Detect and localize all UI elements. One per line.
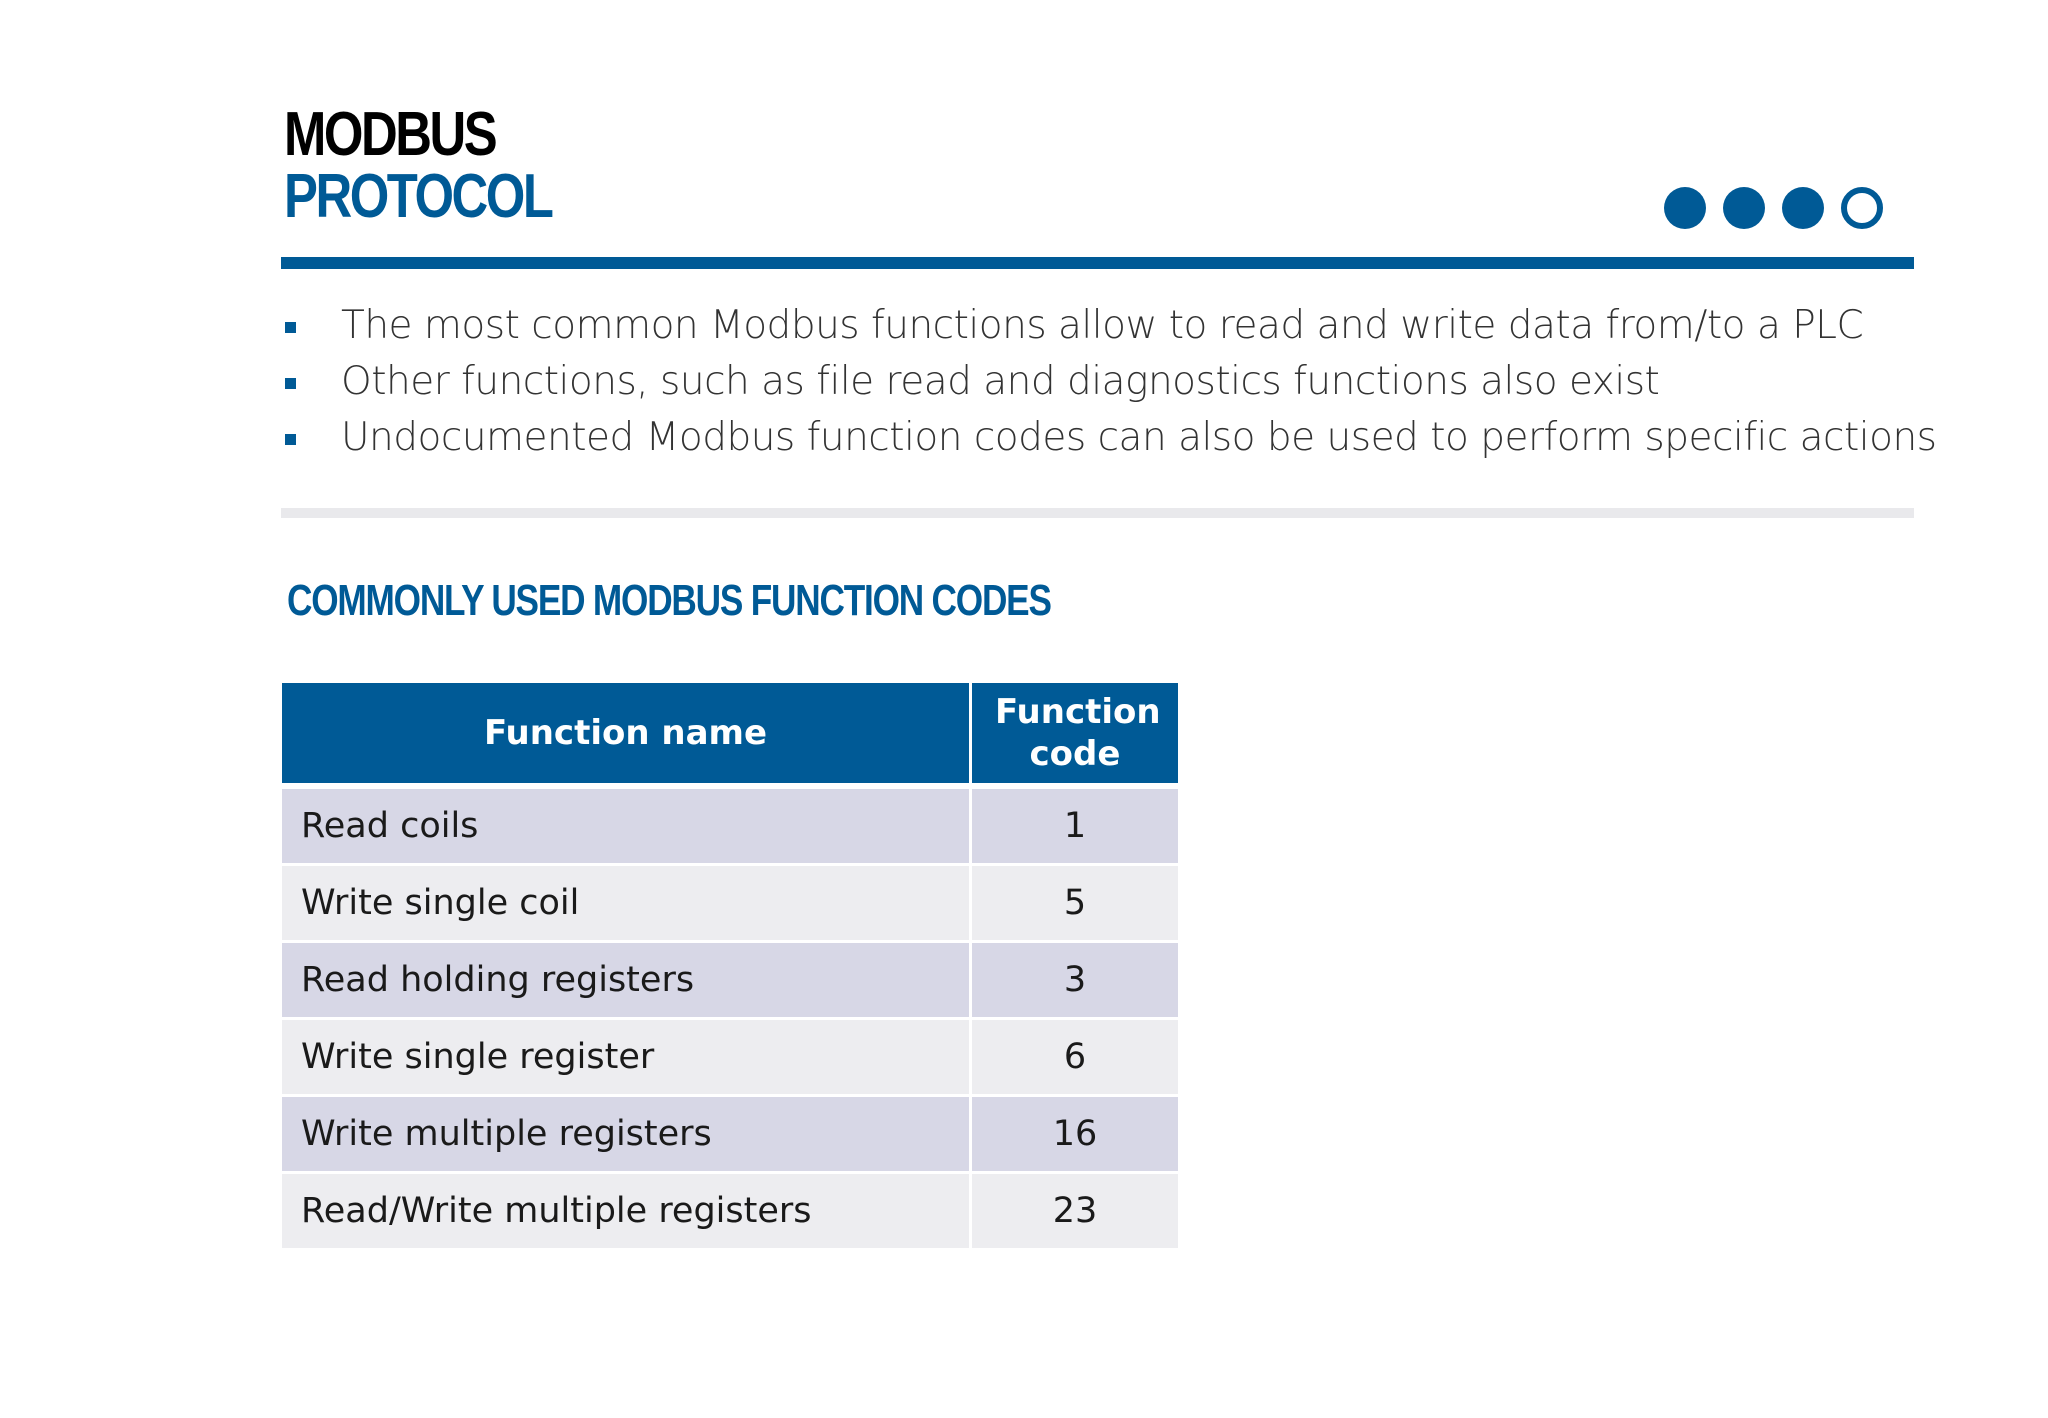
progress-dot-filled xyxy=(1782,187,1824,229)
bullet-item xyxy=(284,354,1937,410)
title-divider xyxy=(281,257,1914,269)
function-code-cell: 16 xyxy=(971,1096,1179,1173)
progress-dot-empty xyxy=(1841,187,1883,229)
header-function-code-text: Function code xyxy=(995,692,1161,774)
bullet-text: Other functions, such as file read and diagnostics functions also exist xyxy=(341,359,1660,404)
function-code-cell: 1 xyxy=(971,786,1179,865)
function-name-cell: Read holding registers xyxy=(282,942,971,1019)
table-row xyxy=(282,786,1178,865)
title-line-2: PROTOCOL xyxy=(284,162,552,231)
slide-title xyxy=(284,100,552,231)
title-line-1: MODBUS xyxy=(284,100,496,169)
function-code-cell: 5 xyxy=(971,865,1179,942)
bullet-item xyxy=(284,298,1937,354)
progress-dot-filled xyxy=(1723,187,1765,229)
function-code-cell: 23 xyxy=(971,1173,1179,1250)
progress-dot-filled xyxy=(1664,187,1706,229)
table-row xyxy=(282,1019,1178,1096)
function-name-cell: Write single coil xyxy=(282,865,971,942)
table-row xyxy=(282,1173,1178,1250)
bullet-text: Undocumented Modbus function codes can also be used to perform specific actions xyxy=(341,415,1937,460)
bullet-text: The most common Modbus functions allow to read and write data from/to a PLC xyxy=(341,303,1864,348)
table-row xyxy=(282,1096,1178,1173)
function-code-cell: 3 xyxy=(971,942,1179,1019)
progress-dots xyxy=(1664,187,1883,229)
function-name-cell: Write multiple registers xyxy=(282,1096,971,1173)
function-codes-table xyxy=(282,683,1178,1251)
function-name-cell: Read/Write multiple registers xyxy=(282,1173,971,1250)
header-function-name: Function name xyxy=(282,683,971,786)
header-function-code xyxy=(971,683,1179,786)
table-row xyxy=(282,942,1178,1019)
square-bullet-icon xyxy=(285,378,296,389)
section-divider xyxy=(281,508,1914,518)
table-header-row xyxy=(282,683,1178,786)
function-name-cell: Read coils xyxy=(282,786,971,865)
function-name-cell: Write single register xyxy=(282,1019,971,1096)
square-bullet-icon xyxy=(285,322,296,333)
bullet-list xyxy=(284,298,1937,466)
table-row xyxy=(282,865,1178,942)
function-code-cell: 6 xyxy=(971,1019,1179,1096)
section-heading: COMMONLY USED MODBUS FUNCTION CODES xyxy=(287,576,1051,625)
bullet-item xyxy=(284,410,1937,466)
square-bullet-icon xyxy=(285,434,296,445)
